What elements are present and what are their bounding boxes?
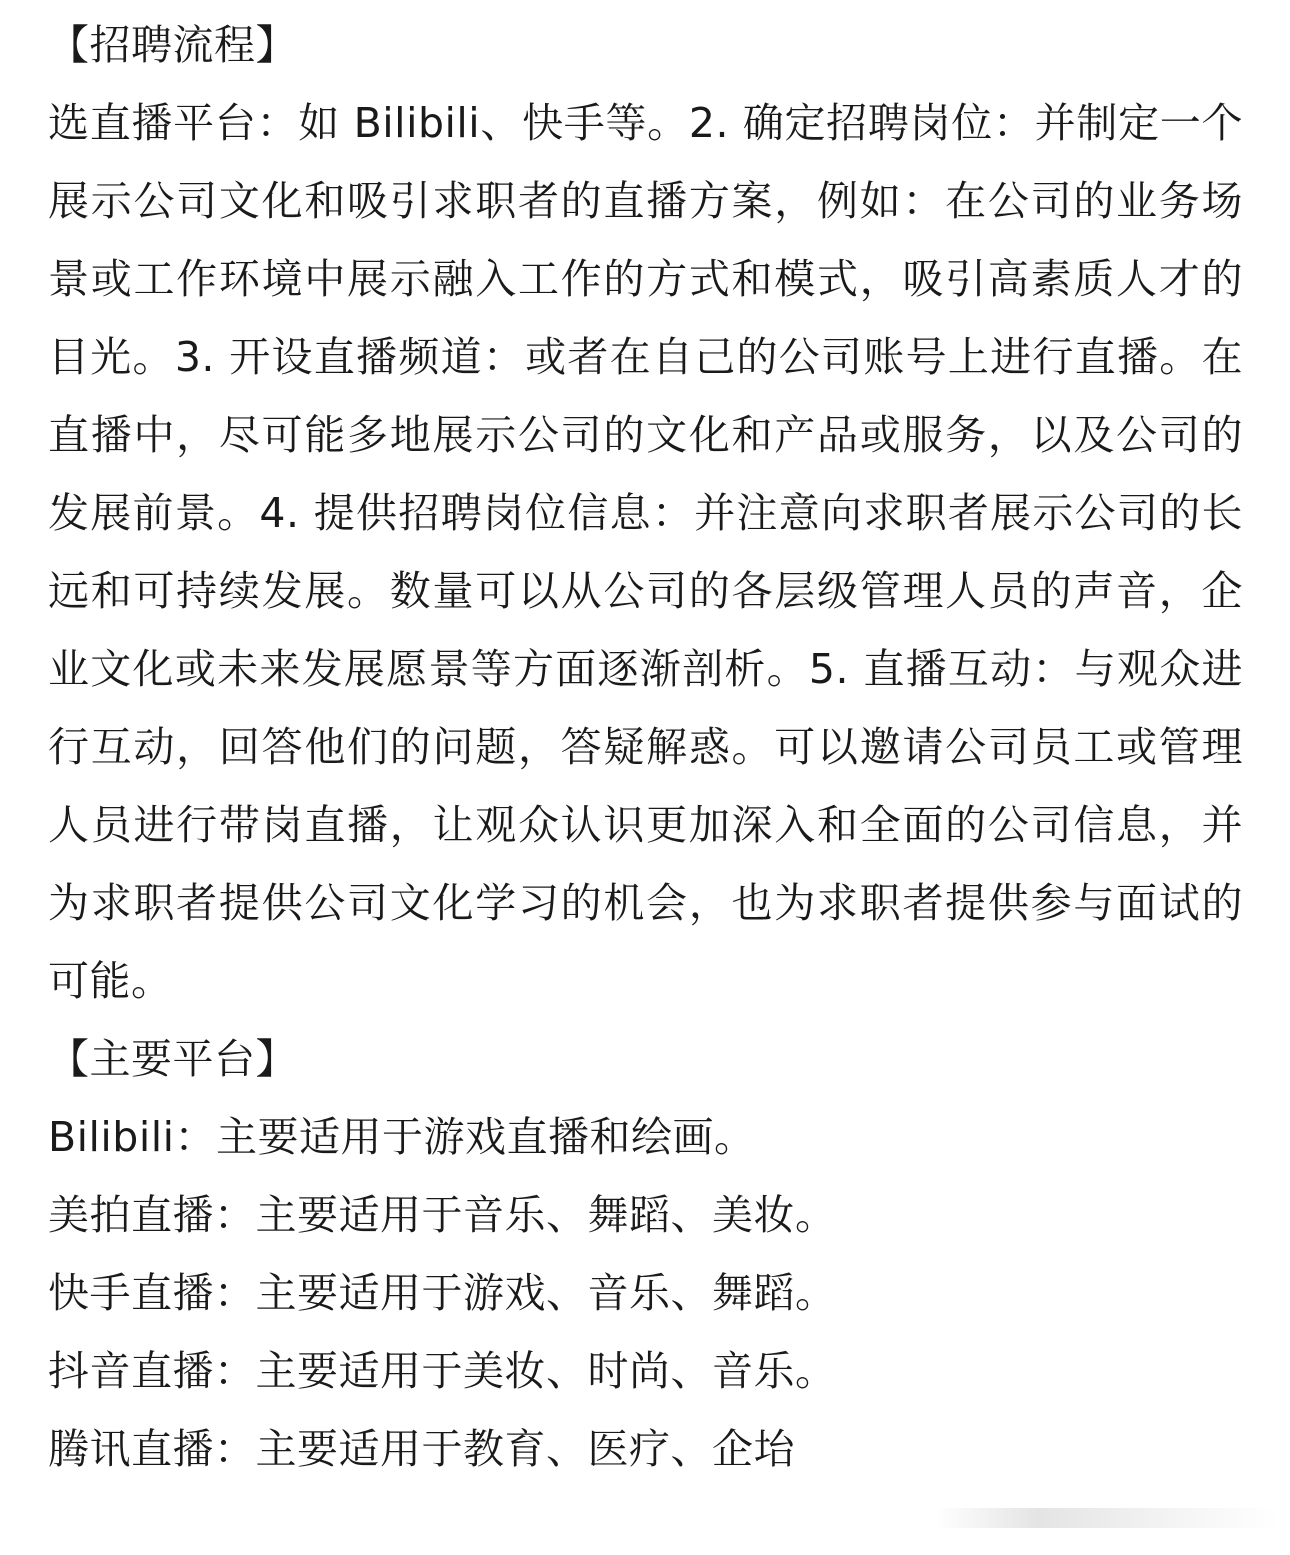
fade-gradient-bar <box>935 1508 1280 1528</box>
recruitment-process-heading: 【招聘流程】 <box>48 21 297 69</box>
platform-item-kuaishou: 快手直播：主要适用于游戏、音乐、舞蹈。 <box>48 1269 837 1317</box>
platform-item-douyin: 抖音直播：主要适用于美妆、时尚、音乐。 <box>48 1347 837 1395</box>
platform-item-tencent: 腾讯直播：主要适用于教育、医疗、企坮 <box>48 1425 795 1473</box>
platform-item-bilibili: Bilibili：主要适用于游戏直播和绘画。 <box>48 1113 756 1161</box>
recruitment-process-paragraph: 选直播平台：如 Bilibili、快手等。2. 确定招聘岗位：并制定一个展示公司文化和吸引求职者的直播方案，例如：在公司的业务场景或工作环境中展示融入工作的方式和模式，吸引高素质人才的目光。3. 开设直播频道：或者在自己的公司账号上进行直播。在直播中，尽可能多地展示公司的文化和产品或服务，以及公司的发展前景。4. 提供招聘岗位信息：并注意向求职者展示公司的长远和可持续发展。数量可以从公司的各层级管理人员的声音，企业文化或未来发展愿景等方面逐渐剖析。5. 直播互动：与观众进行互动，回答他们的问题，答疑解惑。可以邀请公司员工或管理人员进行带岗直播，让观众认识更加深入和全面的公司信息，并为求职者提供公司文化学习的机会，也为求职者提供参与面试的可能。 <box>48 99 1243 1005</box>
main-platforms-heading: 【主要平台】 <box>48 1035 297 1083</box>
platform-item-meipai: 美拍直播：主要适用于音乐、舞蹈、美妆。 <box>48 1191 837 1239</box>
article-body <box>48 6 1243 1488</box>
